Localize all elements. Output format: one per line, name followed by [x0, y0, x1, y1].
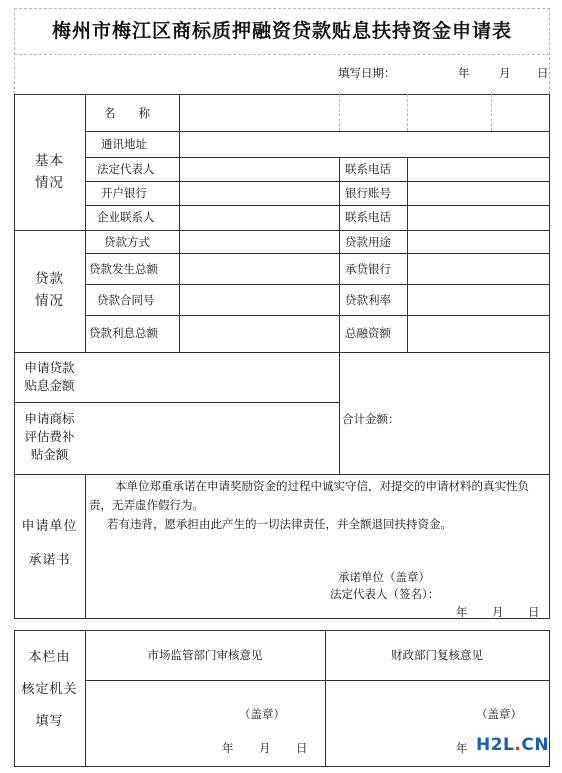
- fill-date-month: 月: [499, 66, 511, 80]
- grid-line-dashed: [407, 94, 408, 131]
- grid-line: [14, 618, 550, 619]
- grid-line: [14, 402, 339, 403]
- finance-seal-label: （盖章）: [476, 707, 522, 721]
- watermark-prefix: H2L: [476, 735, 515, 755]
- review-section-label: 本栏由 核定机关 填写: [21, 650, 78, 729]
- commitment-month: 月: [492, 605, 504, 619]
- legal-rep-label: 法定代表人: [97, 162, 155, 176]
- evaluation-subsidy-label: 申请商标 评估费补 贴金额: [24, 411, 75, 462]
- interest-rate-label: 贷款利率: [345, 293, 391, 307]
- market-opinion-header: 市场监管部门审核意见: [147, 648, 263, 662]
- market-seal-label: （盖章）: [239, 707, 285, 721]
- contact-person-label: 企业联系人: [97, 210, 155, 224]
- subsidy-amount-label: 申请贷款 贴息金额: [24, 360, 75, 393]
- grid-line: [549, 630, 550, 766]
- name-label: 名 称: [104, 106, 150, 120]
- grid-line: [14, 94, 550, 95]
- grid-line: [85, 205, 550, 206]
- grid-line-dashed: [491, 94, 492, 131]
- grid-line: [85, 284, 550, 285]
- grid-line: [549, 94, 550, 618]
- bank-label: 开户银行: [101, 186, 147, 200]
- contact-phone-2-label: 联系电话: [345, 210, 391, 224]
- commitment-day: 日: [528, 605, 540, 619]
- review-year-right: 年: [456, 741, 468, 755]
- watermark-dot: .: [514, 735, 522, 755]
- grid-line: [407, 157, 408, 352]
- watermark-suffix: CN: [521, 735, 550, 755]
- review-month: 月: [259, 741, 271, 755]
- commitment-paragraph-1: 本单位郑重承诺在申请奖励资金的过程中诚实守信，对提交的申请材料的真实性负责，无弄虚作假行为。: [89, 479, 529, 512]
- total-interest-label: 贷款利息总额: [89, 326, 158, 340]
- loan-method-label: 贷款方式: [104, 235, 150, 249]
- review-day: 日: [296, 741, 308, 755]
- loan-amount-label: 贷款发生总额: [89, 262, 158, 276]
- grid-line-dashed: [339, 94, 340, 131]
- address-label: 通讯地址: [101, 137, 147, 151]
- grid-line: [14, 474, 550, 475]
- contact-phone-label: 联系电话: [345, 162, 391, 176]
- grid-line: [85, 181, 550, 182]
- grid-line: [85, 680, 550, 681]
- fill-date-day: 日: [537, 66, 549, 80]
- left-dashed-border: [14, 8, 15, 94]
- contract-no-label: 贷款合同号: [97, 293, 155, 307]
- loan-purpose-label: 贷款用途: [345, 235, 391, 249]
- commitment-year: 年: [456, 605, 468, 619]
- legal-sign-label: 法定代表人（签名）：: [330, 587, 440, 601]
- form-title: 梅州市梅江区商标质押融资贷款贴息扶持资金申请表: [51, 20, 512, 42]
- right-dashed-border: [549, 8, 550, 94]
- commitment-section-label: 申请单位 承诺书: [21, 519, 78, 568]
- review-year: 年: [222, 741, 234, 755]
- seal-unit-label: 承诺单位（盖章）: [338, 570, 430, 584]
- fill-date-label: 填写日期：: [338, 66, 396, 80]
- grid-line: [14, 230, 550, 231]
- grid-line: [85, 315, 550, 316]
- grid-line: [179, 94, 180, 352]
- fill-date-year: 年: [458, 66, 470, 80]
- grid-line: [85, 474, 86, 618]
- grid-line: [14, 352, 550, 353]
- grid-line: [339, 157, 340, 474]
- grid-line: [85, 253, 550, 254]
- title-dashed-line: [14, 54, 550, 55]
- top-dashed-border: [14, 8, 550, 9]
- grid-line: [85, 157, 550, 158]
- commitment-paragraph-2: 若有违背，愿承担由此产生的一切法律责任，并全额退回扶持资金。: [107, 517, 452, 531]
- basic-info-section-label: 基本 情况: [35, 153, 64, 191]
- grid-line: [14, 630, 550, 631]
- grid-line: [85, 131, 550, 132]
- site-watermark: [476, 735, 549, 755]
- grid-line: [14, 766, 550, 767]
- total-amount-label: 合计金额：: [342, 412, 400, 426]
- grid-line: [85, 94, 86, 352]
- bank-account-label: 银行账号: [345, 186, 391, 200]
- loan-info-section-label: 贷款 情况: [35, 271, 64, 309]
- finance-opinion-header: 财政部门复核意见: [391, 648, 483, 662]
- total-financing-label: 总融资额: [345, 326, 391, 340]
- lending-bank-label: 承贷银行: [345, 262, 391, 276]
